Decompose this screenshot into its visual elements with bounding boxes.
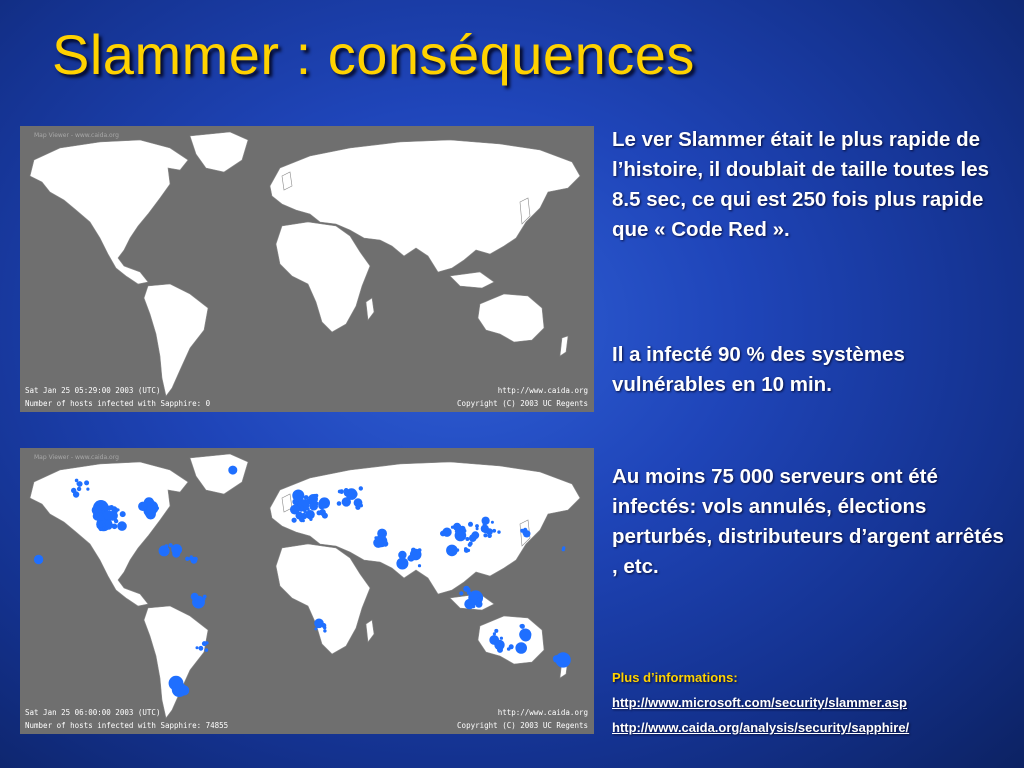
infection-dot: [112, 507, 116, 511]
infection-dot: [117, 521, 127, 531]
infection-dot: [468, 543, 472, 547]
map-copyright: Copyright (C) 2003 UC Regents: [457, 399, 588, 408]
infection-dot: [497, 530, 500, 533]
infection-dot: [338, 490, 342, 494]
map-copyright: Copyright (C) 2003 UC Regents: [457, 721, 588, 730]
infection-dot: [515, 642, 527, 654]
map-source-url: http://www.caida.org: [497, 708, 588, 717]
infection-dot: [114, 519, 118, 523]
infection-dot: [464, 599, 474, 609]
infection-dot: [455, 531, 464, 540]
infection-dot: [553, 655, 560, 662]
infection-dot: [292, 518, 297, 523]
infection-dot: [494, 629, 498, 633]
infection-dot: [77, 482, 80, 485]
link-microsoft[interactable]: http://www.microsoft.com/security/slammer.asp: [612, 695, 907, 710]
infection-dot: [396, 558, 408, 570]
infection-dot: [150, 501, 155, 506]
paragraph-infection-rate: Il a infecté 90 % des systèmes vulnérables en 10 min.: [612, 343, 905, 396]
map-infected-count: Number of hosts infected with Sapphire: 0: [25, 399, 211, 408]
infection-dot: [144, 507, 147, 510]
infection-dot: [494, 640, 504, 650]
infection-dot: [190, 555, 193, 558]
infection-dot: [202, 597, 205, 600]
infection-dot: [300, 506, 304, 510]
infection-dot: [492, 529, 496, 533]
infection-dot: [304, 495, 309, 500]
infection-dot: [411, 548, 416, 553]
infection-dot: [465, 537, 469, 541]
infection-dot: [398, 551, 406, 559]
infection-dot: [292, 490, 304, 502]
map-watermark: Map Viewer - www.caida.org: [34, 132, 119, 139]
paragraph-speed: Le ver Slammer était le plus rapide de l’histoire, il doublait de taille toutes les 8.5 sec, ce qui est 250 fois plus rapide que « Code Red ».: [612, 128, 990, 241]
slide-title: Slammer : conséquences: [52, 23, 695, 86]
infection-dot: [117, 508, 120, 511]
world-map-before: [20, 126, 594, 412]
infection-dot: [446, 545, 458, 557]
link-caida[interactable]: http://www.caida.org/analysis/security/sapphire/: [612, 720, 910, 735]
infection-dot: [322, 513, 328, 519]
infection-dot: [97, 525, 100, 528]
infection-dot: [373, 538, 383, 548]
infection-dot: [102, 527, 105, 530]
infection-dot: [500, 637, 503, 640]
world-map-after: [20, 448, 594, 734]
infection-dot: [100, 512, 103, 515]
world-map-graphic: [20, 448, 594, 734]
paragraph-impact: Au moins 75 000 serveurs ont été infectés: vols annulés, élections perturbés, distributeurs d’argent arrêtés , etc.: [612, 465, 1004, 578]
infection-dot: [105, 520, 112, 527]
world-map-graphic: [20, 126, 594, 412]
map-timestamp: Sat Jan 25 05:29:00 2003 (UTC): [25, 386, 161, 395]
infection-dot: [77, 487, 81, 491]
infection-dot: [509, 644, 514, 649]
infection-dot: [165, 544, 169, 548]
infection-dot: [344, 488, 349, 493]
infection-dot: [483, 522, 487, 526]
infection-dot: [205, 648, 209, 652]
infection-dot: [520, 631, 531, 642]
infection-dot: [172, 684, 176, 688]
infection-dot: [179, 685, 189, 695]
infection-dot: [312, 503, 316, 507]
infection-dot: [302, 519, 305, 522]
infection-dot: [306, 510, 315, 519]
infection-dot: [523, 531, 527, 535]
infection-dot: [228, 466, 237, 475]
infection-dot: [359, 486, 363, 490]
infection-dot: [321, 623, 326, 628]
infection-dot: [314, 627, 317, 630]
infection-dot: [99, 506, 102, 509]
infection-dot: [493, 632, 496, 635]
infection-dot: [196, 646, 199, 649]
infection-dot: [462, 529, 466, 533]
map-timestamp: Sat Jan 25 06:00:00 2003 (UTC): [25, 708, 161, 717]
infection-dot: [107, 506, 112, 511]
more-info-label: Plus d’informations:: [612, 670, 738, 685]
infection-dot: [96, 513, 100, 517]
infection-dot: [463, 586, 469, 592]
infection-dot: [442, 528, 451, 537]
infection-dot: [354, 498, 363, 507]
infection-dot: [476, 527, 479, 530]
infection-dot: [319, 497, 330, 508]
infection-dot: [477, 598, 481, 602]
infection-dot: [459, 591, 463, 595]
map-watermark: Map Viewer - www.caida.org: [34, 454, 119, 461]
infection-dot: [487, 533, 492, 538]
infection-dot: [198, 600, 202, 604]
infection-dot: [171, 544, 182, 555]
infection-dot: [84, 480, 89, 485]
map-source-url: http://www.caida.org: [497, 386, 588, 395]
infection-dot: [73, 491, 79, 497]
infection-dot: [185, 557, 189, 561]
infection-dot: [317, 510, 322, 515]
infection-dot: [290, 505, 300, 515]
infection-dot: [468, 522, 473, 527]
infection-dot: [315, 494, 319, 498]
infection-dot: [199, 646, 204, 651]
infection-dot: [337, 501, 342, 506]
infection-dot: [323, 629, 326, 632]
infection-dot: [562, 548, 565, 551]
infection-dot: [418, 564, 421, 567]
infection-dot: [191, 593, 199, 601]
infection-dot: [491, 521, 494, 524]
infection-dot: [205, 641, 208, 644]
infection-dot: [408, 555, 415, 562]
map-infected-count: Number of hosts infected with Sapphire: 74855: [25, 721, 229, 730]
infection-dot: [467, 549, 470, 552]
infection-dot: [103, 510, 113, 520]
infection-dot: [483, 533, 487, 537]
infection-dot: [34, 555, 43, 564]
infection-dot: [471, 531, 479, 539]
infection-dot: [75, 479, 79, 483]
infection-dot: [156, 507, 159, 510]
infection-dot: [120, 511, 126, 517]
infection-dot: [520, 624, 523, 627]
infection-dot: [86, 488, 89, 491]
infection-dot: [347, 495, 351, 499]
